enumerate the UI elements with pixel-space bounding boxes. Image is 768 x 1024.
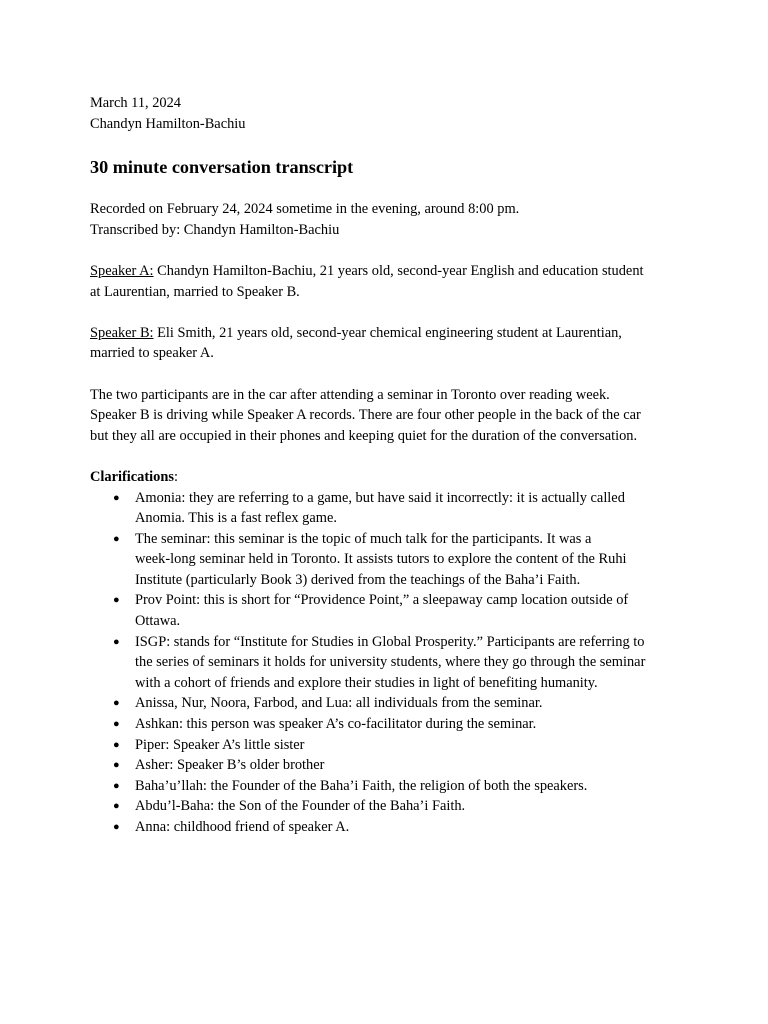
clarification-text: Amonia: they are referring to a game, but have said it incorrectly: it is actually called [135,489,625,506]
clarification-text: The seminar: this seminar is the topic of much talk for the participants. It was a [135,530,592,547]
clarification-item [113,755,680,776]
speaker-b-description [90,323,680,364]
clarification-text: Anomia. This is a fast reflex game. [135,510,337,527]
speaker-b-text-1: Eli Smith, 21 years old, second-year chemical engineering student at Laurentian, [153,324,622,341]
clarification-item [113,796,680,817]
context-line: but they all are occupied in their phones and keeping quiet for the duration of the conversation. [90,427,638,444]
bullet-icon: ● [113,718,120,731]
bullet-icon: ● [113,594,120,607]
document-author: Chandyn Hamilton-Bachiu [90,115,246,132]
bullet-icon: ● [113,800,120,813]
clarification-item [113,693,680,714]
clarifications-colon: : [173,468,178,485]
clarification-item [113,714,680,735]
document-title: 30 minute conversation transcript [90,157,354,178]
speaker-b-label: Speaker B: [90,324,154,341]
clarification-text: Baha’u’llah: the Founder of the Baha’i Faith, the religion of both the speakers. [135,777,588,794]
clarification-item [113,817,680,838]
clarification-text: week-long seminar held in Toronto. It assists tutors to explore the content of the Ruhi [135,551,627,568]
clarification-text: Piper: Speaker A’s little sister [135,736,305,753]
bullet-icon: ● [113,491,120,504]
recording-info [90,199,680,240]
clarifications-section [90,467,680,838]
speaker-b-line-1 [90,323,680,344]
bullet-icon: ● [113,532,120,545]
transcribed-line: Transcribed by: Chandyn Hamilton-Bachiu [90,221,340,238]
clarification-item [113,776,680,797]
speaker-a-line-1 [90,261,680,282]
context-line: Speaker B is driving while Speaker A records. There are four other people in the back of the car [90,407,641,424]
bullet-icon: ● [113,635,120,648]
bullet-icon: ● [113,697,120,710]
clarification-text: Asher: Speaker B’s older brother [135,757,325,774]
clarification-text: Anna: childhood friend of speaker A. [135,819,350,835]
speaker-a-text-1: Chandyn Hamilton-Bachiu, 21 years old, second-year English and education student [153,262,644,279]
clarification-text: Prov Point: this is short for “Providence Point,” a sleepaway camp location outside of [135,592,629,609]
clarification-item [113,488,680,529]
context-paragraph [90,385,680,447]
bullet-icon: ● [113,738,120,751]
clarification-item [113,529,680,591]
bullet-icon: ● [113,779,120,792]
clarification-item [113,632,680,694]
clarifications-heading-line [90,467,680,488]
clarification-text: Abdu’l-Baha: the Son of the Founder of the Baha’i Faith. [135,798,466,815]
clarifications-list [90,488,680,838]
document-page [90,93,680,838]
document-date: March 11, 2024 [90,95,181,111]
clarification-text: Anissa, Nur, Noora, Farbod, and Lua: all individuals from the seminar. [135,695,543,712]
clarification-text: ISGP: stands for “Institute for Studies in Global Prosperity.” Participants are referring to [135,633,645,650]
clarifications-heading: Clarifications [90,468,174,485]
bullet-icon: ● [113,759,120,772]
speaker-a-label: Speaker A: [90,262,154,279]
document-header [90,93,680,134]
speaker-a-description [90,261,680,302]
speaker-b-text-2: married to speaker A. [90,345,214,362]
clarification-text: Ashkan: this person was speaker A’s co-facilitator during the seminar. [135,716,537,733]
bullet-icon: ● [113,821,120,833]
speaker-a-text-2: at Laurentian, married to Speaker B. [90,283,300,300]
clarification-text: with a cohort of friends and explore their studies in light of benefiting humanity. [135,674,598,691]
clarification-item [113,735,680,756]
recorded-line: Recorded on February 24, 2024 sometime in the evening, around 8:00 pm. [90,201,520,218]
clarification-text: the series of seminars it holds for university students, where they go through the seminar [135,654,646,671]
context-line: The two participants are in the car after attending a seminar in Toronto over reading week. [90,386,610,403]
clarification-text: Ottawa. [135,613,181,630]
clarification-text: Institute (particularly Book 3) derived from the teachings of the Baha’i Faith. [135,571,581,588]
clarification-item [113,590,680,631]
